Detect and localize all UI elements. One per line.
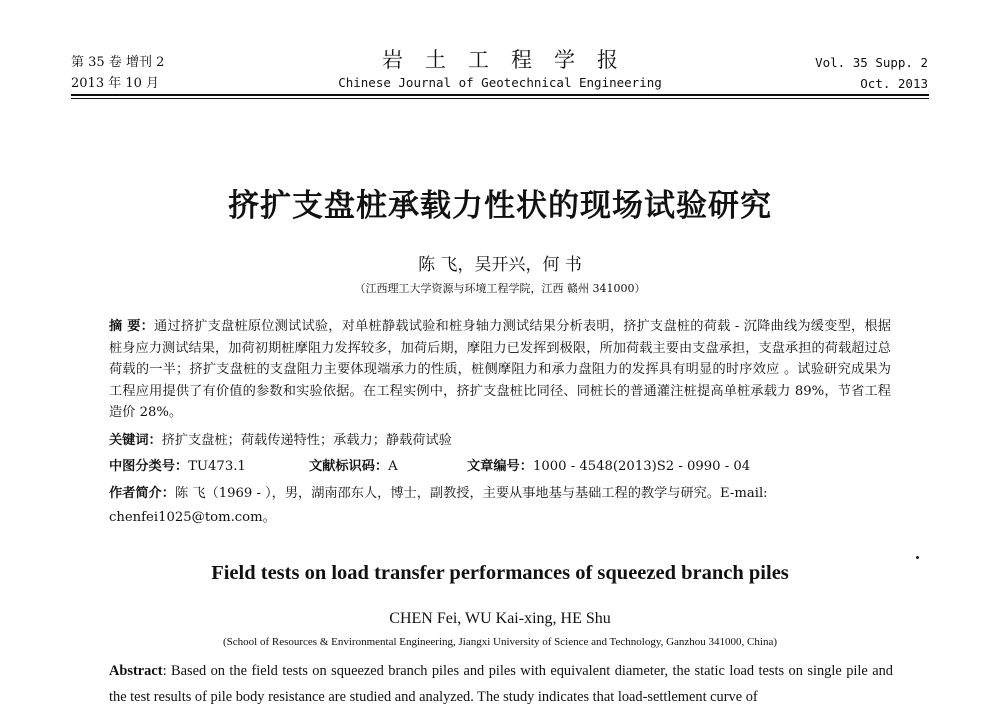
keywords-label: 关键词： xyxy=(109,433,162,448)
article-no-value: 1000 - 4548(2013)S2 - 0990 - 04 xyxy=(532,459,751,474)
keywords-text: 挤扩支盘桩；荷载传递特性；承载力；静载荷试验 xyxy=(161,433,452,448)
header-rule-thin xyxy=(71,98,929,99)
paper-title-en: Field tests on load transfer performances of squeezed branch piles xyxy=(211,562,789,584)
author-intro-text: 陈 飞（1969 - ），男，湖南邵东人，博士，副教授，主要从事地基与基础工程的教学与研究。E-mail: chenfei1025@tom.com。 xyxy=(109,486,768,525)
abstract-label-cn: 摘 要： xyxy=(109,319,155,334)
clc-field xyxy=(109,457,309,477)
classification-line xyxy=(109,457,750,477)
volume-issue-cn: 第 35 卷 增刊 2 xyxy=(71,55,165,70)
authors-cn: 陈 飞，吴开兴，何 书 xyxy=(418,255,582,275)
journal-name-en: Chinese Journal of Geotechnical Engineering xyxy=(338,75,662,90)
abstract-en xyxy=(109,658,893,710)
date-en: Oct. 2013 xyxy=(860,76,928,91)
date-cn: 2013 年 10 月 xyxy=(71,76,160,91)
header-rule-thick xyxy=(71,94,929,96)
doc-code-label: 文献标识码： xyxy=(309,459,389,474)
article-no-field xyxy=(467,457,750,477)
affiliation-cn: （江西理工大学资源与环境工程学院，江西 赣州 341000） xyxy=(354,282,646,295)
doc-code-field xyxy=(309,457,467,477)
abstract-text-en: : Based on the field tests on squeezed branch piles and piles with equivalent diameter, the static load tests on single pile and the test results of pile body resistance are studied and analyzed. The study indicates that load-settlement curve of xyxy=(109,663,893,705)
speck xyxy=(916,556,919,559)
clc-label: 中图分类号： xyxy=(109,459,189,474)
paper-title-cn: 挤扩支盘桩承载力性状的现场试验研究 xyxy=(228,188,772,224)
affiliation-en: (School of Resources & Environmental Engineering, Jiangxi University of Science and Technology, Ganzhou 341000, China) xyxy=(223,636,777,648)
abstract-label-en: Abstract xyxy=(109,663,163,679)
abstract-cn xyxy=(109,316,891,424)
author-intro xyxy=(109,482,891,530)
doc-code-value: A xyxy=(388,459,398,474)
authors-en: CHEN Fei, WU Kai-xing, HE Shu xyxy=(389,610,611,627)
article-no-label: 文章编号： xyxy=(467,459,533,474)
volume-issue-en: Vol. 35 Supp. 2 xyxy=(815,55,928,70)
header-right xyxy=(815,52,928,94)
author-intro-label: 作者简介： xyxy=(109,486,175,501)
clc-value: TU473.1 xyxy=(188,459,246,474)
abstract-text-cn: 通过挤扩支盘桩原位测试试验，对单桩静载试验和桩身轴力测试结果分析表明，挤扩支盘桩的荷载 - 沉降曲线为缓变型，根据桩身应力测试结果，加荷初期桩摩阻力发挥较多，加荷后期，摩阻力已发挥到极限，所加荷载主要由支盘承担，支盘承担的荷载超过总荷载的一半；挤扩支盘桩的支盘阻力主要体现端承力的性质，桩侧摩阻力和承力盘阻力的发挥具有明显的时序效应 。试验研究成果为工程应用提供了有价值的参数和实验依据。在工程实例中，挤扩支盘桩比同径、同桩长的普通灌注桩提高单桩承载力 89%，节省工程造价 28%。 xyxy=(109,319,891,420)
journal-name-cn: 岩土工程学报 xyxy=(382,48,640,72)
keywords-line xyxy=(109,431,452,451)
